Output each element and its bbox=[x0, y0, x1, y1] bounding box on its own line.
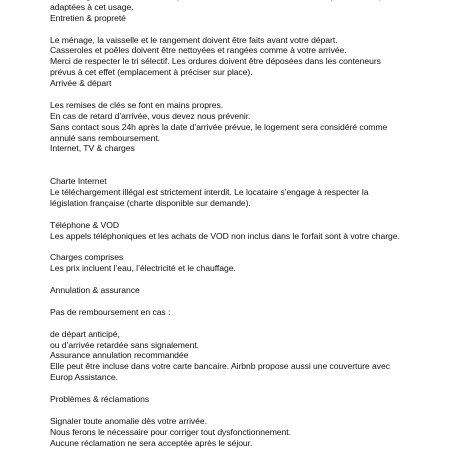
blank-line bbox=[50, 24, 440, 35]
text-line: de départ anticipé, bbox=[50, 328, 120, 339]
text-line: Aucune réclamation ne sera acceptée après le séjour. bbox=[50, 437, 253, 448]
blank-line bbox=[50, 318, 440, 329]
text-line: Problèmes & réclamations bbox=[50, 393, 150, 404]
text-line: adaptées à cet usage. bbox=[50, 1, 134, 12]
text-line: Téléphone & VOD bbox=[50, 219, 119, 230]
blank-line bbox=[50, 89, 440, 100]
text-line: Les remises de clés se font en mains propres. bbox=[50, 99, 224, 110]
blank-line bbox=[50, 154, 440, 165]
text-line: Les appels téléphoniques et les achats de VOD non inclus dans le forfait sont à votre charge. bbox=[50, 230, 400, 241]
text-line: Le téléchargement illégal est strictement interdit. Le locataire s’engage à respecter la bbox=[50, 187, 369, 198]
document-page bbox=[50, 0, 440, 448]
text-line: Le ménage, la vaisselle et le rangement doivent être faits avant votre départ. bbox=[50, 34, 338, 45]
blank-line bbox=[50, 165, 440, 176]
text-line: Merci de respecter le tri sélectif. Les ordures doivent être déposées dans les conteneurs bbox=[50, 56, 381, 67]
text-line: Charte Internet bbox=[50, 176, 107, 187]
text-line: Charges comprises bbox=[50, 252, 124, 263]
text-line: Internet, TV & charges bbox=[50, 143, 135, 154]
text-line: Pas de remboursement en cas : bbox=[50, 306, 171, 317]
blank-line bbox=[50, 405, 440, 416]
text-line: Signaler toute anomalie dès votre arrivée. bbox=[50, 415, 207, 426]
blank-line bbox=[50, 296, 440, 307]
text-line: ou d’arrivée retardée sans signalement. bbox=[50, 339, 200, 350]
blank-line bbox=[50, 241, 440, 252]
text-line: législation française (charte disponible sur demande). bbox=[50, 197, 251, 208]
blank-line bbox=[50, 209, 440, 220]
text-line: Sans contact sous 24h après la date d’arrivée prévue, le logement sera considéré comme bbox=[50, 121, 388, 132]
text-line: Elle peut être incluse dans votre carte bancaire. Airbnb propose aussi une couverture avec bbox=[50, 361, 390, 372]
text-line: Assurance annulation recommandée bbox=[50, 350, 189, 361]
text-line: Annulation & assurance bbox=[50, 285, 140, 296]
text-line: Entretien & propreté bbox=[50, 12, 126, 23]
text-line: En cas de retard d’arrivée, vous devez nous prévenir. bbox=[50, 110, 251, 121]
text-line: Arrivée & départ bbox=[50, 78, 112, 89]
text-line: Nous ferons le nécessaire pour corriger tout dysfonctionnement. bbox=[50, 426, 291, 437]
text-line: Casseroles et poêles doivent être nettoyées et rangées comme à votre arrivée. bbox=[50, 45, 347, 56]
text-line: Europ Assistance. bbox=[50, 372, 118, 383]
text-line: annulé sans remboursement. bbox=[50, 132, 161, 143]
text-line: prévus à cet effet (emplacement à préciser sur place). bbox=[50, 67, 253, 78]
blank-line bbox=[50, 383, 440, 394]
text-line: Les prix incluent l’eau, l’électricité et le chauffage. bbox=[50, 263, 236, 274]
blank-line bbox=[50, 274, 440, 285]
